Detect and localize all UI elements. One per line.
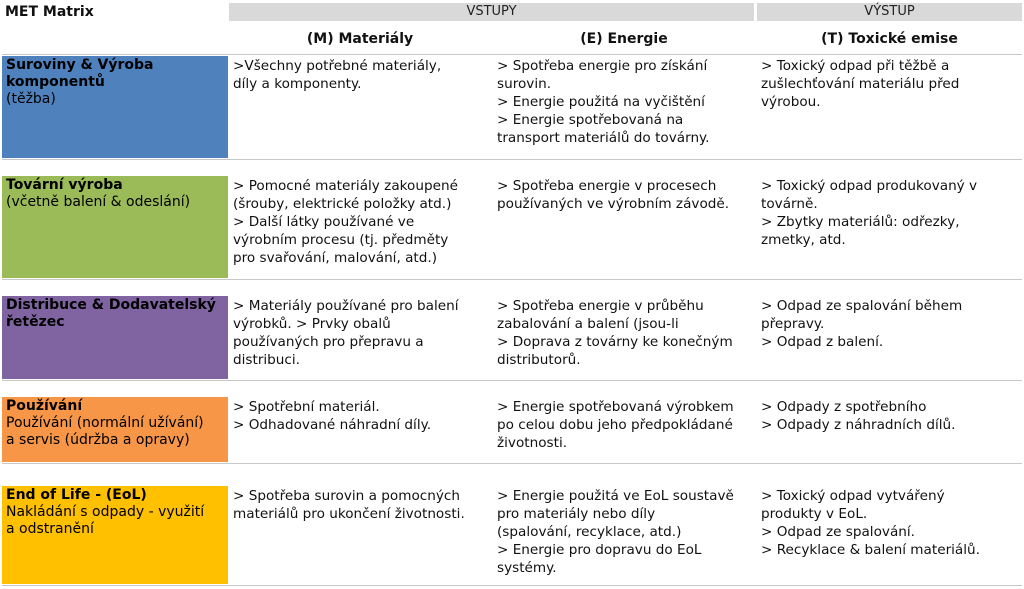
cell-usage-t: [761, 398, 955, 434]
cell-line: > Toxický odpad produkovaný v: [761, 178, 978, 194]
cell-line: produkty v EoL.: [761, 506, 868, 522]
cell-distribution-e: [497, 297, 733, 369]
cell-line: > Spotřeba energie pro získání: [497, 58, 708, 74]
row-label-raw-materials: [2, 56, 228, 158]
cell-line: továrně.: [761, 196, 818, 212]
row-label-title: Distribuce & Dodavatelský řetězec: [6, 297, 216, 330]
column-header-toxic: (T) Toxické emise: [821, 31, 958, 47]
cell-line: > Spotřební materiál.: [233, 399, 380, 415]
row-label-usage: [2, 397, 228, 462]
row-label-title: Suroviny & Výroba komponentů: [6, 57, 154, 90]
header-separator: [2, 54, 1022, 55]
cell-line: zabalování a balení (jsou-li: [497, 316, 679, 332]
row-label-subtitle: Používání (normální užívání): [6, 415, 204, 431]
row-label-title: Používání: [6, 398, 83, 414]
cell-line: díly a komponenty.: [233, 76, 362, 92]
cell-line: > Energie pro dopravu do EoL: [497, 542, 702, 558]
cell-raw-materials-m: [233, 57, 441, 93]
cell-line: > Další látky používané ve: [233, 214, 415, 230]
row-label-title: End of Life - (EoL): [6, 487, 147, 503]
cell-end-of-life-t: [761, 487, 980, 559]
cell-line: transport materiálů do továrny.: [497, 130, 710, 146]
row-separator: [2, 463, 1022, 464]
cell-usage-m: [233, 398, 431, 434]
row-separator: [2, 279, 1022, 280]
cell-factory-production-e: [497, 177, 729, 213]
cell-line: životnosti.: [497, 435, 568, 451]
cell-line: > Doprava z továrny ke konečným: [497, 334, 733, 350]
row-label-subtitle: (těžba): [6, 91, 56, 107]
row-separator: [2, 585, 1022, 586]
cell-line: > Energie použitá ve EoL soustavě: [497, 488, 734, 504]
cell-line: používaných pro přepravu a: [233, 334, 424, 350]
cell-line: > Zbytky materiálů: odřezky,: [761, 214, 960, 230]
cell-line: > Recyklace & balení materiálů.: [761, 542, 980, 558]
cell-line: surovin.: [497, 76, 552, 92]
cell-line: zmetky, atd.: [761, 232, 846, 248]
cell-line: > Odpad ze spalování během: [761, 298, 963, 314]
cell-line: výrobou.: [761, 94, 821, 110]
cell-line: (spalování, recyklace, atd.): [497, 524, 682, 540]
cell-raw-materials-e: [497, 57, 710, 147]
row-label-factory-production: [2, 176, 228, 278]
cell-distribution-m: [233, 297, 459, 369]
cell-line: > Energie spotřebovaná na: [497, 112, 684, 128]
column-header-energy: (E) Energie: [580, 31, 668, 47]
cell-distribution-t: [761, 297, 962, 351]
cell-line: > Odpad z balení.: [761, 334, 884, 350]
cell-line: > Energie použitá na vyčištění: [497, 94, 705, 110]
cell-line: výrobním procesu (tj. předměty: [233, 232, 449, 248]
cell-line: distributorů.: [497, 352, 581, 368]
cell-line: > Toxický odpad při těžbě a: [761, 58, 950, 74]
cell-end-of-life-e: [497, 487, 734, 577]
cell-line: > Toxický odpad vytvářený: [761, 488, 945, 504]
row-separator: [2, 159, 1022, 160]
cell-line: > Spotřeba energie v procesech: [497, 178, 717, 194]
cell-line: výrobků. > Prvky obalů: [233, 316, 391, 332]
cell-line: > Odpad ze spalování.: [761, 524, 915, 540]
cell-line: > Spotřeba energie v průběhu: [497, 298, 704, 314]
cell-end-of-life-m: [233, 487, 465, 523]
row-label-distribution: [2, 296, 228, 379]
cell-line: přepravy.: [761, 316, 825, 332]
cell-line: > Pomocné materiály zakoupené: [233, 178, 458, 194]
matrix-title: MET Matrix: [5, 4, 94, 20]
cell-factory-production-t: [761, 177, 977, 249]
row-label-subtitle: a odstranění: [6, 521, 94, 537]
cell-line: > Odpady z náhradních dílů.: [761, 417, 956, 433]
cell-line: >Všechny potřebné materiály,: [233, 58, 442, 74]
cell-line: používaných ve výrobním závodě.: [497, 196, 730, 212]
row-separator: [2, 380, 1022, 381]
cell-line: systémy.: [497, 560, 557, 576]
cell-line: pro svařování, malování, atd.): [233, 250, 438, 266]
inputs-group-header: VSTUPY: [229, 3, 754, 21]
output-group-header: VÝSTUP: [757, 3, 1022, 21]
cell-line: distribuci.: [233, 352, 300, 368]
cell-line: > Odpady z spotřebního: [761, 399, 927, 415]
cell-line: > Materiály používané pro balení: [233, 298, 459, 314]
cell-line: zušlechťování materiálu před: [761, 76, 960, 92]
cell-line: materiálů pro ukončení životnosti.: [233, 506, 465, 522]
cell-line: > Odhadované náhradní díly.: [233, 417, 432, 433]
cell-line: > Energie spotřebovaná výrobkem: [497, 399, 734, 415]
cell-line: po celou dobu jeho předpokládané: [497, 417, 733, 433]
row-label-title: Tovární výroba: [6, 177, 123, 193]
row-label-subtitle: Nakládání s odpady - využití: [6, 504, 205, 520]
column-header-materials: (M) Materiály: [306, 31, 414, 47]
row-label-subtitle: a servis (údržba a opravy): [6, 432, 190, 448]
cell-usage-e: [497, 398, 734, 452]
cell-line: (šrouby, elektrické položky atd.): [233, 196, 452, 212]
cell-line: pro materiály nebo díly: [497, 506, 656, 522]
row-label-end-of-life: [2, 486, 228, 584]
cell-line: > Spotřeba surovin a pomocných: [233, 488, 460, 504]
cell-factory-production-m: [233, 177, 458, 267]
cell-raw-materials-t: [761, 57, 959, 111]
row-label-subtitle: (včetně balení & odeslání): [6, 194, 191, 210]
